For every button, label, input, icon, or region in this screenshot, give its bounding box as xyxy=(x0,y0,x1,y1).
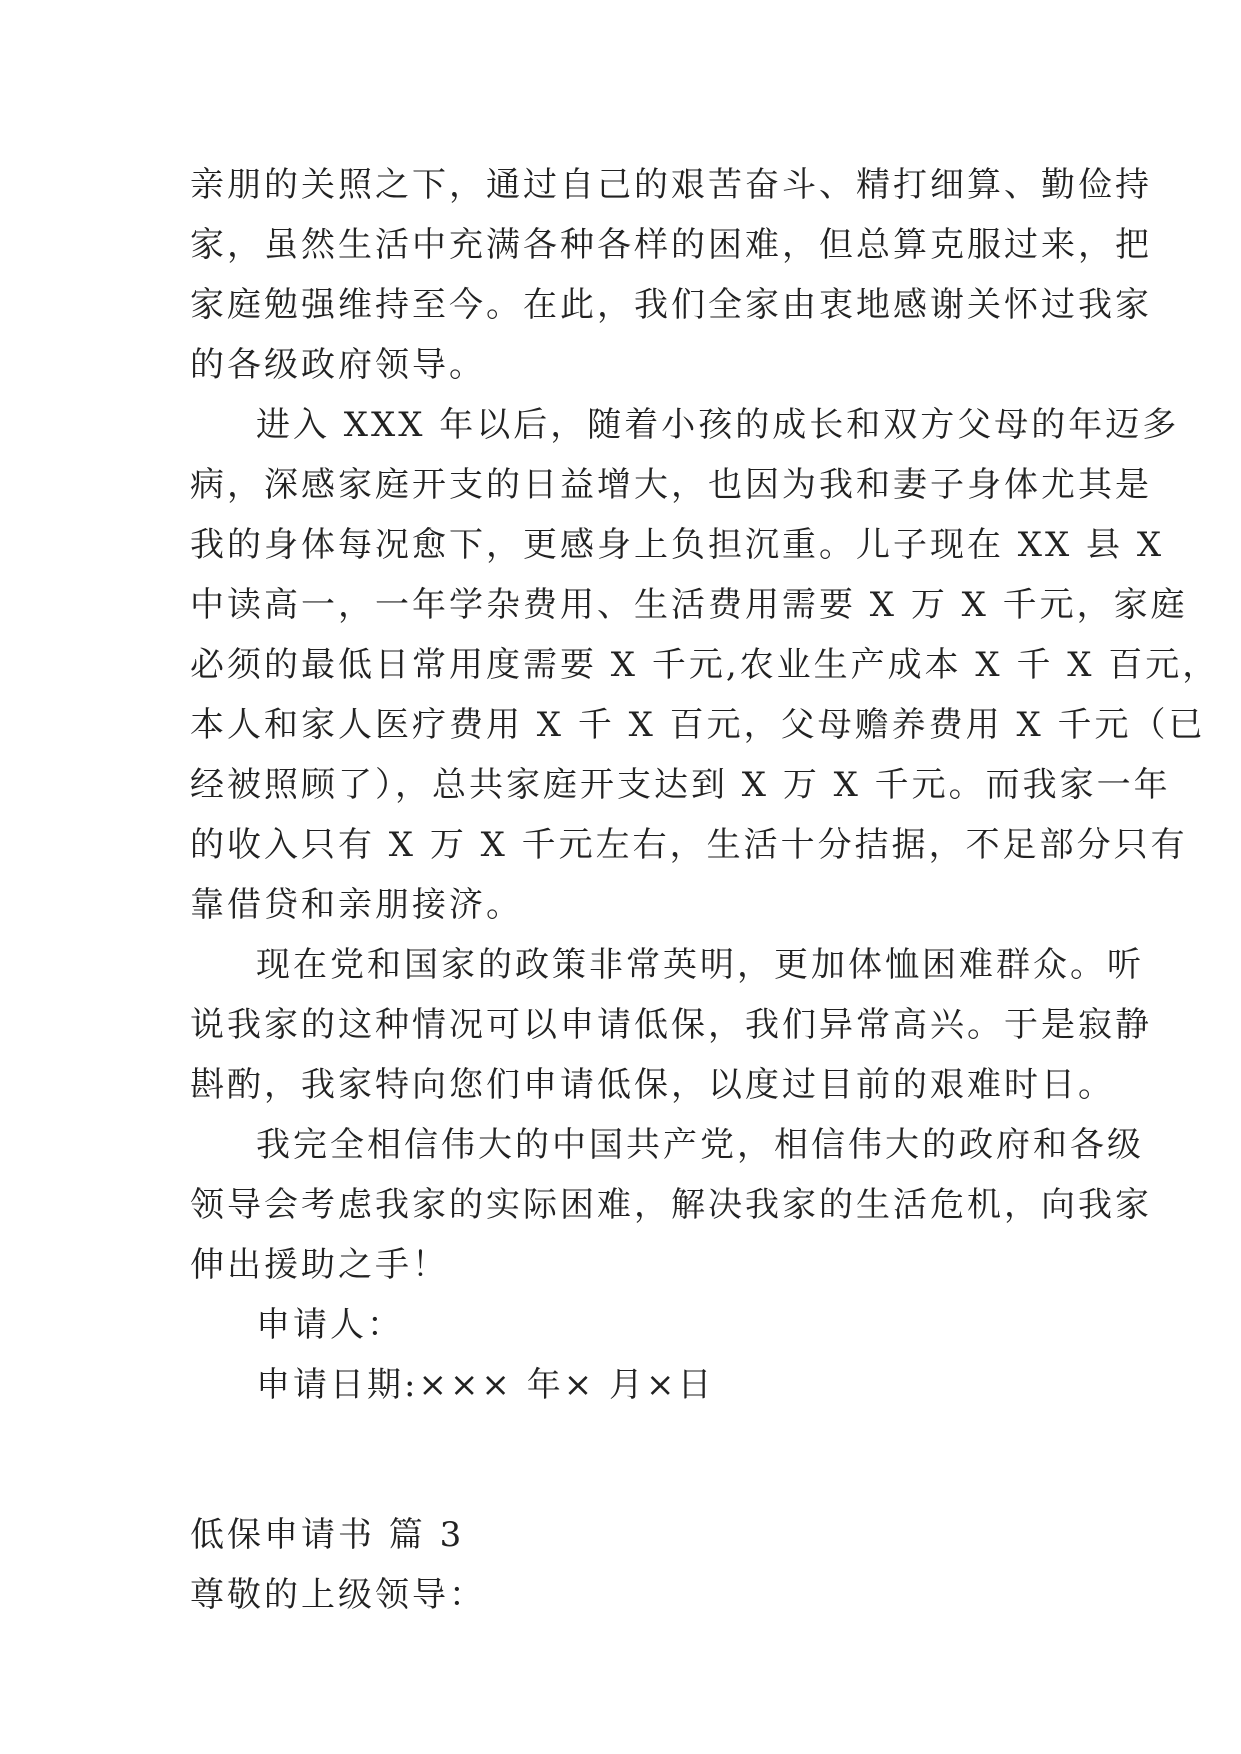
text-line: 现在党和国家的政策非常英明，更加体恤困难群众。听 xyxy=(256,945,1144,985)
paragraph-policy xyxy=(190,935,1152,1115)
text-line: 家，虽然生活中充满各种各样的困难，但总算克服过来，把 xyxy=(190,225,1152,265)
paragraph-continuation xyxy=(190,155,1152,395)
next-section xyxy=(190,1505,1060,1625)
application-date: 申请日期:××× 年× 月×日 xyxy=(256,1365,715,1405)
text-line: 中读高一，一年学杂费用、生活费用需要 X 万 X 千元，家庭 xyxy=(190,585,1188,625)
text-line: 家庭勉强维持至今。在此，我们全家由衷地感谢关怀过我家 xyxy=(190,285,1152,325)
text-line: 经被照顾了），总共家庭开支达到 X 万 X 千元。而我家一年 xyxy=(190,765,1171,805)
text-line: 本人和家人医疗费用 X 千 X 百元，父母赡养费用 X 千元（已 xyxy=(190,705,1206,745)
text-line: 领导会考虑我家的实际困难，解决我家的生活危机，向我家 xyxy=(190,1185,1152,1225)
text-line: 我完全相信伟大的中国共产党，相信伟大的政府和各级 xyxy=(256,1125,1144,1165)
text-line: 病，深感家庭开支的日益增大，也因为我和妻子身体尤其是 xyxy=(190,465,1152,505)
section-title: 低保申请书 篇 3 xyxy=(190,1515,465,1555)
text-line: 我的身体每况愈下，更感身上负担沉重。儿子现在 XX 县 X xyxy=(190,525,1165,565)
document-page xyxy=(190,155,1220,1625)
applicant-label: 申请人： xyxy=(256,1305,404,1345)
text-line: 伸出援助之手！ xyxy=(190,1245,449,1285)
paragraph-expenses xyxy=(190,395,1220,935)
text-line: 的收入只有 X 万 X 千元左右，生活十分拮据，不足部分只有 xyxy=(190,825,1188,865)
signature-block xyxy=(190,1295,1060,1415)
text-line: 亲朋的关照之下，通过自己的艰苦奋斗、精打细算、勤俭持 xyxy=(190,165,1152,205)
text-line: 的各级政府领导。 xyxy=(190,345,486,385)
text-line: 靠借贷和亲朋接济。 xyxy=(190,885,523,925)
text-line: 进入 XXX 年以后，随着小孩的成长和双方父母的年迈多 xyxy=(256,405,1180,445)
paragraph-closing xyxy=(190,1115,1152,1295)
text-line: 必须的最低日常用度需要 X 千元,农业生产成本 X 千 X 百元， xyxy=(190,645,1220,685)
text-line: 斟酌，我家特向您们申请低保，以度过目前的艰难时日。 xyxy=(190,1065,1115,1105)
salutation: 尊敬的上级领导： xyxy=(190,1575,486,1615)
text-line: 说我家的这种情况可以申请低保，我们异常高兴。于是寂静 xyxy=(190,1005,1152,1045)
